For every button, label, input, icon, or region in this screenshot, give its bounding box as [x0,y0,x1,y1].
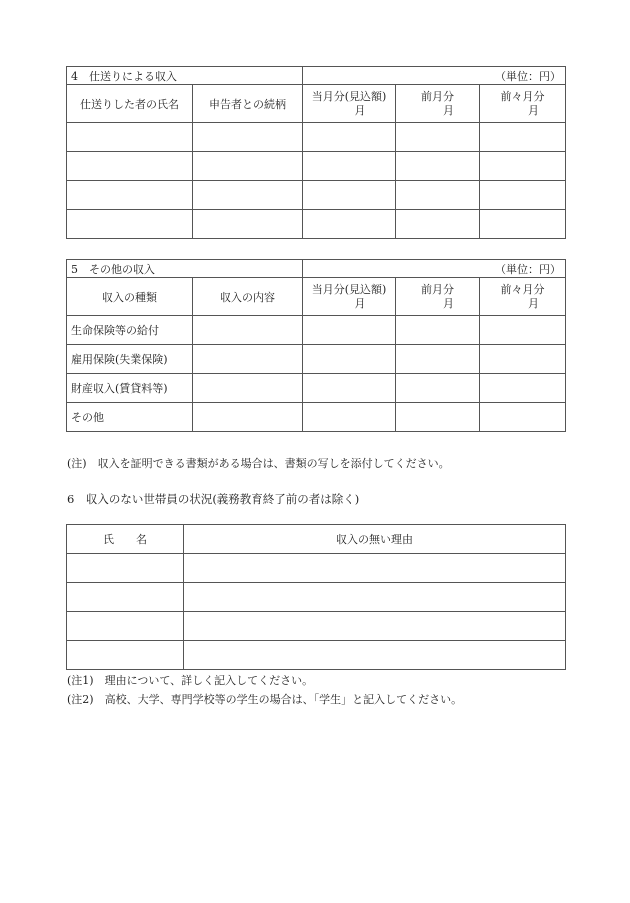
relationship-cell[interactable] [193,181,303,210]
reason-cell[interactable] [184,612,566,641]
relationship-cell[interactable] [193,210,303,239]
amount-cell[interactable] [303,316,396,345]
header-previous-month-label: 前月分 [421,89,454,103]
header-current-month-label: 当月分(見込額) [311,282,387,296]
reason-cell[interactable] [184,554,566,583]
reason-detail-note: (注1) 理由について、詳しく記入してください。 [67,674,314,687]
table-row [67,403,566,432]
income-details-cell[interactable] [193,403,303,432]
section6-title: 6 収入のない世帯員の状況(義務教育終了前の者は除く) [67,492,360,506]
header-two-months-ago [480,278,566,316]
header-relationship: 申告者との続柄 [193,85,303,123]
header-no-income-reason: 収入の無い理由 [184,525,566,554]
table-row [67,123,566,152]
section4-unit: （単位：円） [303,67,566,85]
student-note: (注2) 高校、大学、専門学校等の学生の場合は、「学生」と記入してください。 [67,693,463,706]
sender-name-cell[interactable] [67,123,193,152]
evidence-note: (注) 収入を証明できる書類がある場合は、書類の写しを添付してください。 [67,457,450,470]
table-row [67,583,566,612]
amount-cell[interactable] [303,374,396,403]
amount-cell[interactable] [303,345,396,374]
header-current-month-label: 当月分(見込額) [311,89,387,103]
header-sender-name: 仕送りした者の氏名 [67,85,193,123]
header-previous-month-label: 前月分 [421,282,454,296]
income-type-cell: 生命保険等の給付 [67,316,193,345]
amount-cell[interactable] [480,345,566,374]
member-name-cell[interactable] [67,641,184,670]
header-member-name: 氏 名 [67,525,184,554]
amount-cell[interactable] [396,345,480,374]
amount-cell[interactable] [480,316,566,345]
amount-cell[interactable] [396,123,480,152]
reason-cell[interactable] [184,583,566,612]
header-two-months-ago-unit: 月 [528,103,539,117]
table-row [67,554,566,583]
table-row [67,641,566,670]
relationship-cell[interactable] [193,123,303,152]
header-income-type: 収入の種類 [67,278,193,316]
header-two-months-ago [480,85,566,123]
income-type-cell: 雇用保険(失業保険) [67,345,193,374]
income-type-cell: その他 [67,403,193,432]
sender-name-cell[interactable] [67,152,193,181]
table-row [67,316,566,345]
amount-cell[interactable] [480,123,566,152]
income-details-cell[interactable] [193,345,303,374]
header-two-months-ago-label: 前々月分 [500,89,545,103]
amount-cell[interactable] [396,152,480,181]
member-name-cell[interactable] [67,554,184,583]
amount-cell[interactable] [396,316,480,345]
remittance-income-table [66,66,566,239]
amount-cell[interactable] [396,374,480,403]
section5-unit: （単位：円） [303,260,566,278]
header-two-months-ago-unit: 月 [528,296,539,310]
reason-cell[interactable] [184,641,566,670]
header-previous-month [396,278,480,316]
header-current-month [303,85,396,123]
sender-name-cell[interactable] [67,181,193,210]
amount-cell[interactable] [480,374,566,403]
section5-title: 5 その他の収入 [67,260,303,278]
header-current-month-unit: 月 [354,296,366,310]
header-current-month-unit: 月 [354,103,366,117]
amount-cell[interactable] [396,181,480,210]
amount-cell[interactable] [480,210,566,239]
no-income-members-table [66,524,566,670]
amount-cell[interactable] [303,403,396,432]
table-row [67,181,566,210]
income-details-cell[interactable] [193,374,303,403]
header-previous-month-unit: 月 [443,103,454,117]
table-row [67,210,566,239]
header-income-details: 収入の内容 [193,278,303,316]
member-name-cell[interactable] [67,583,184,612]
table-row [67,374,566,403]
table-row [67,345,566,374]
amount-cell[interactable] [480,181,566,210]
amount-cell[interactable] [303,152,396,181]
header-previous-month [396,85,480,123]
header-two-months-ago-label: 前々月分 [500,282,545,296]
amount-cell[interactable] [303,210,396,239]
amount-cell[interactable] [303,181,396,210]
section4-title: 4 仕送りによる収入 [67,67,303,85]
amount-cell[interactable] [303,123,396,152]
other-income-table [66,259,566,432]
member-name-cell[interactable] [67,612,184,641]
header-current-month [303,278,396,316]
amount-cell[interactable] [480,152,566,181]
sender-name-cell[interactable] [67,210,193,239]
header-previous-month-unit: 月 [443,296,454,310]
table-row [67,152,566,181]
income-details-cell[interactable] [193,316,303,345]
amount-cell[interactable] [396,403,480,432]
amount-cell[interactable] [480,403,566,432]
relationship-cell[interactable] [193,152,303,181]
amount-cell[interactable] [396,210,480,239]
table-row [67,612,566,641]
income-type-cell: 財産収入(賃貸料等) [67,374,193,403]
